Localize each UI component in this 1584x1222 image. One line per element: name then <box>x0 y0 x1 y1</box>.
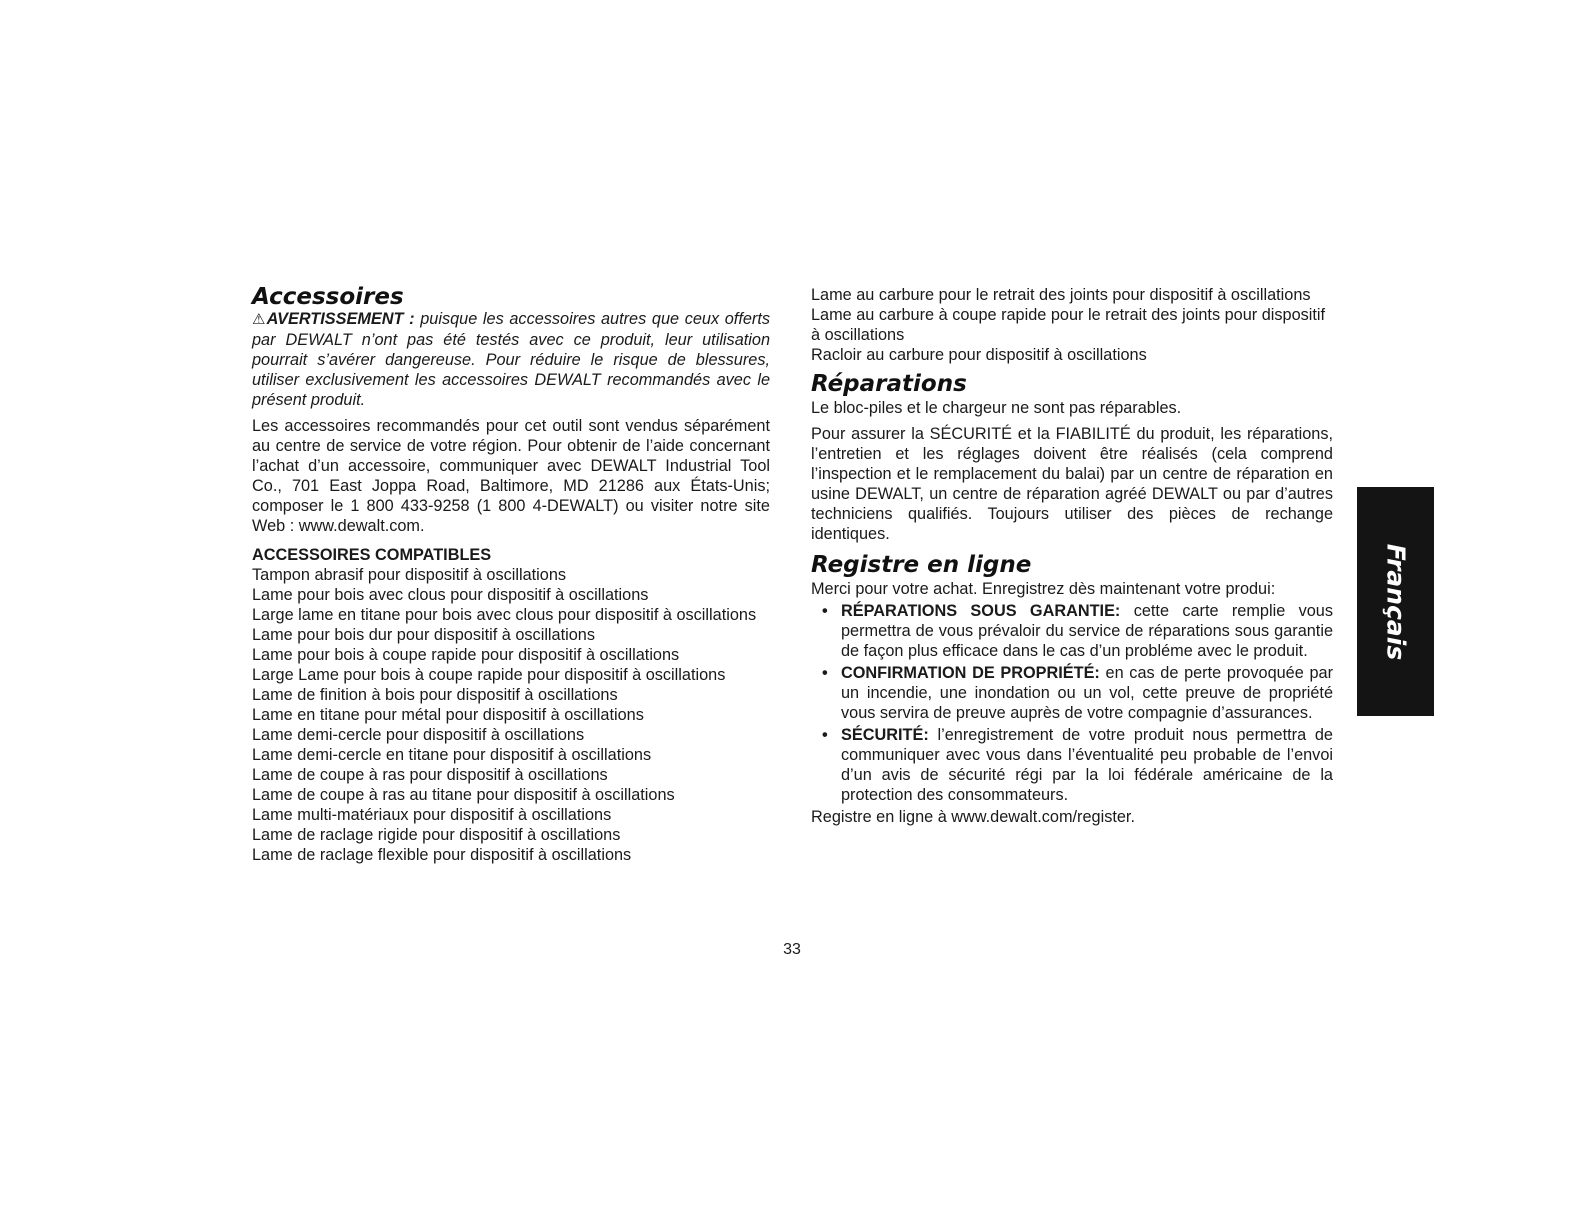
bullet-label: RÉPARATIONS SOUS GARANTIE: <box>841 602 1121 620</box>
bullet-icon: • <box>822 602 828 620</box>
repairs-line-1: Le bloc-piles et le chargeur ne sont pas réparables. <box>811 399 1182 417</box>
accessory-item: Lame de finition à bois pour dispositif à oscillations <box>252 686 618 704</box>
warning-block <box>252 309 770 410</box>
bullet-label: CONFIRMATION DE PROPRIÉTÉ: <box>841 664 1100 682</box>
bullet-text: en cas de perte provoquée par un incendie, une inondation ou un vol, cette preuve de propriété vous servira de preuve auprès de votre compagnie d’assurances. <box>841 664 1333 722</box>
accessory-item: Lame de raclage rigide pour dispositif à oscillations <box>252 826 621 844</box>
accessory-item: Lame demi-cercle pour dispositif à oscillations <box>252 726 585 744</box>
warning-icon: ⚠ <box>252 311 267 328</box>
registration-bullet <box>811 663 1333 723</box>
bullet-text: l’enregistrement de votre produit nous permettra de communiquer avec vous dans l’éventualité peu probable de l’envoi d’un avis de sécurité régi par la loi fédérale américaine de la protection des consommateurs. <box>841 726 1333 804</box>
accessory-item: Lame au carbure à coupe rapide pour le retrait des joints pour dispositif à oscillations <box>811 306 1326 344</box>
accessory-item: Lame au carbure pour le retrait des joints pour dispositif à oscillations <box>811 286 1311 304</box>
accessory-item: Lame pour bois avec clous pour dispositif à oscillations <box>252 586 649 604</box>
left-column <box>252 285 770 865</box>
registration-intro: Merci pour votre achat. Enregistrez dès maintenant votre produi: <box>811 580 1276 598</box>
accessory-item: Lame pour bois dur pour dispositif à oscillations <box>252 626 595 644</box>
repairs-heading: Réparations <box>811 371 967 397</box>
bullet-icon: • <box>822 664 828 682</box>
warning-text: puisque les accessoires autres que ceux offerts par DEWALT n’ont pas été testés avec ce produit, leur utilisation pourrait s’avérer dangereuse. Pour réduire le risque de blessures, utiliser exclusivement les accessoires DEWALT recommandés avec le présent produit. <box>252 310 770 409</box>
bullet-icon: • <box>822 726 828 744</box>
accessory-list-continued <box>811 285 1333 365</box>
accessory-item: Lame de coupe à ras au titane pour dispositif à oscillations <box>252 786 675 804</box>
registration-footer: Registre en ligne à www.dewalt.com/register. <box>811 808 1135 826</box>
accessory-item: Lame demi-cercle en titane pour dispositif à oscillations <box>252 746 652 764</box>
registration-heading: Registre en ligne <box>811 552 1032 578</box>
accessory-item: Lame pour bois à coupe rapide pour dispositif à oscillations <box>252 646 680 664</box>
accessory-item: Lame de raclage flexible pour dispositif à oscillations <box>252 846 632 864</box>
accessory-item: Tampon abrasif pour dispositif à oscillations <box>252 566 567 584</box>
language-tab-label: Français <box>1381 543 1410 660</box>
accessory-item: Lame en titane pour métal pour dispositif à oscillations <box>252 706 644 724</box>
registration-bullet <box>811 601 1333 661</box>
language-tab <box>1357 487 1434 716</box>
compatible-accessories-heading: ACCESSOIRES COMPATIBLES <box>252 546 492 564</box>
accessory-item: Large Lame pour bois à coupe rapide pour dispositif à oscillations <box>252 666 726 684</box>
accessory-item: Large lame en titane pour bois avec clous pour dispositif à oscillations <box>252 606 757 624</box>
right-column <box>811 285 1333 833</box>
warning-label: AVERTISSEMENT : <box>266 310 415 328</box>
accessories-heading: Accessoires <box>252 284 404 310</box>
accessory-item: Lame de coupe à ras pour dispositif à oscillations <box>252 766 608 784</box>
accessory-item: Lame multi-matériaux pour dispositif à oscillations <box>252 806 612 824</box>
page-number: 33 <box>783 941 801 958</box>
repairs-line-2: Pour assurer la SÉCURITÉ et la FIABILITÉ du produit, les réparations, l’entretien et les réglages doivent être réalisés (cela comprend l’inspection et le remplacement du balai) par un centre de réparation en usine DEWALT, un centre de réparation agréé DEWALT ou par d’autres techniciens qualifiés. Toujours utiliser des pièces de rechange identiques. <box>811 425 1333 543</box>
accessories-intro: Les accessoires recommandés pour cet outil sont vendus séparément au centre de service de votre région. Pour obtenir de l’aide concernant l’achat d’un accessoire, communiquer avec DEWALT Industrial Tool Co., 701 East Joppa Road, Baltimore, MD 21286 aux États-Unis; composer le 1 800 433-9258 (1 800 4-DEWALT) ou visiter notre site Web : www.dewalt.com. <box>252 417 770 535</box>
bullet-label: SÉCURITÉ: <box>841 726 929 744</box>
accessory-item: Racloir au carbure pour dispositif à oscillations <box>811 346 1147 364</box>
registration-bullet <box>811 725 1333 805</box>
registration-bullets <box>811 601 1333 805</box>
bullet-text: cette carte remplie vous permettra de vous prévaloir du service de réparations sous garantie de façon plus efficace dans le cas d’un probléme avec le produit. <box>841 602 1333 660</box>
accessory-list <box>252 565 770 865</box>
